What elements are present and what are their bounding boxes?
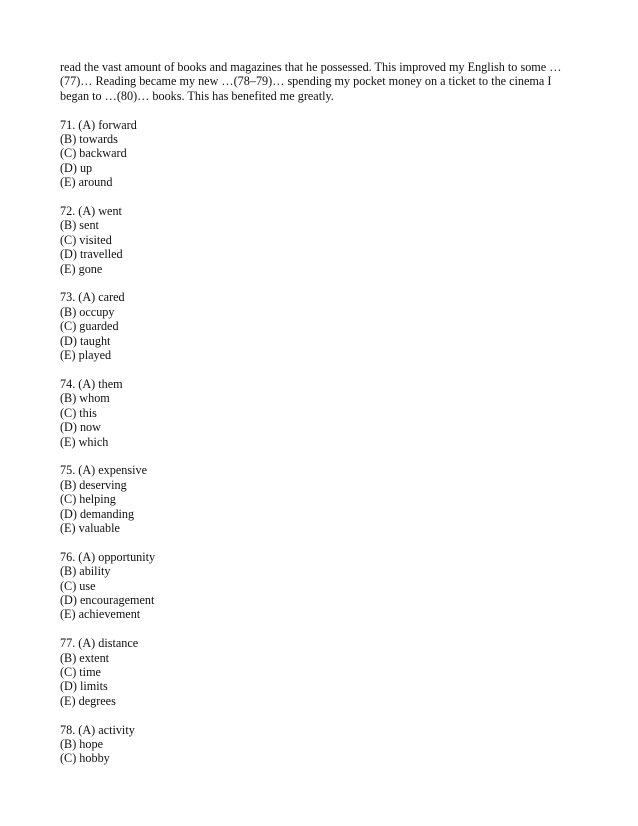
option-d: (D) demanding [60, 506, 135, 521]
question-line [60, 377, 582, 391]
question-number: 73. [60, 290, 76, 305]
question-number: 75. [60, 463, 76, 478]
question-line [60, 463, 582, 477]
question-number: 76. [60, 549, 76, 564]
option-e: (E) which [60, 434, 109, 449]
option-e: (E) achievement [60, 607, 141, 622]
option-c: (C) hobby [60, 751, 110, 766]
option-e: (E) valuable [60, 520, 120, 535]
question-number: 71. [60, 117, 76, 132]
option-c: (C) this [60, 405, 97, 420]
passage-line: began to …(80)… books. This has benefited me greatly. [60, 88, 334, 103]
question-line [60, 723, 582, 737]
option-e: (E) around [60, 175, 113, 190]
question-line [60, 290, 582, 304]
option-b: (B) ability [60, 564, 111, 579]
question-78 [60, 723, 582, 766]
passage-line: read the vast amount of books and magazines that he possessed. This improved my English to some … [60, 60, 562, 74]
option-b: (B) occupy [60, 304, 115, 319]
option-b: (B) whom [60, 391, 110, 406]
option-a: (A) went [78, 204, 122, 219]
option-a: (A) cared [78, 290, 125, 305]
question-74 [60, 377, 582, 449]
question-line [60, 636, 582, 650]
option-a: (A) opportunity [78, 549, 156, 564]
question-76 [60, 550, 582, 622]
option-c: (C) visited [60, 232, 112, 247]
question-number: 72. [60, 204, 76, 219]
question-73 [60, 290, 582, 362]
option-d: (D) now [60, 420, 101, 435]
option-b: (B) extent [60, 650, 110, 665]
option-b: (B) sent [60, 218, 99, 233]
question-75 [60, 463, 582, 535]
passage-line: (77)… Reading became my new …(78–79)… spending my pocket money on a ticket to the cinema I [60, 74, 552, 89]
option-b: (B) hope [60, 736, 103, 751]
question-number: 77. [60, 636, 76, 651]
question-number: 78. [60, 722, 76, 737]
option-e: (E) degrees [60, 693, 116, 708]
option-a: (A) activity [78, 722, 135, 737]
option-c: (C) use [60, 578, 96, 593]
document-page [60, 60, 582, 780]
question-line [60, 118, 582, 132]
question-line [60, 550, 582, 564]
question-72 [60, 204, 582, 276]
passage-paragraph [60, 60, 582, 103]
option-c: (C) helping [60, 492, 116, 507]
option-b: (B) deserving [60, 477, 127, 492]
option-b: (B) towards [60, 132, 118, 147]
option-d: (D) travelled [60, 247, 123, 262]
question-77 [60, 636, 582, 708]
question-number: 74. [60, 376, 76, 391]
option-a: (A) them [78, 376, 123, 391]
option-e: (E) gone [60, 261, 103, 276]
option-d: (D) encouragement [60, 592, 155, 607]
question-71 [60, 118, 582, 190]
option-d: (D) up [60, 160, 93, 175]
option-c: (C) time [60, 664, 101, 679]
option-a: (A) forward [78, 117, 137, 132]
option-e: (E) played [60, 348, 112, 363]
option-c: (C) guarded [60, 319, 119, 334]
option-a: (A) expensive [78, 463, 147, 478]
option-d: (D) limits [60, 679, 108, 694]
question-line [60, 204, 582, 218]
option-d: (D) taught [60, 333, 111, 348]
option-c: (C) backward [60, 146, 127, 161]
option-a: (A) distance [78, 636, 139, 651]
